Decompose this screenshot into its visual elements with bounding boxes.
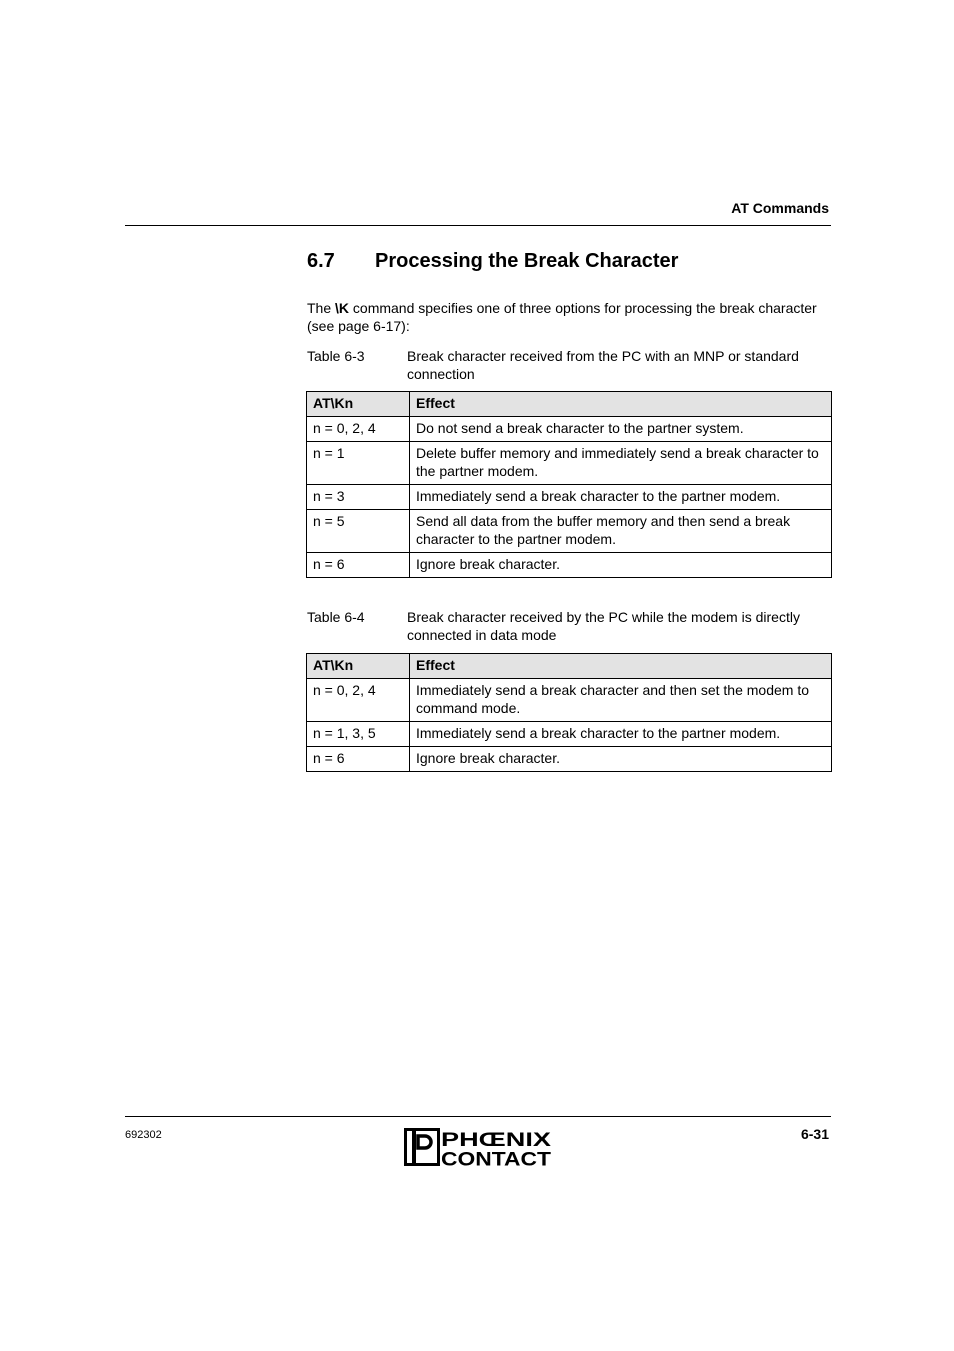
table2-header-cell: Effect bbox=[410, 654, 832, 679]
table2-label: Table 6-4 bbox=[307, 609, 365, 625]
table-row bbox=[307, 747, 832, 772]
table-cell: Immediately send a break character to the partner modem. bbox=[410, 722, 832, 747]
table2-caption bbox=[307, 608, 831, 644]
logo-line2: CONTACT bbox=[441, 1149, 552, 1168]
table2 bbox=[306, 653, 832, 772]
table1-header-cell: Effect bbox=[410, 392, 832, 417]
table-cell: n = 3 bbox=[307, 485, 410, 510]
table-cell: Do not send a break character to the partner system. bbox=[410, 417, 832, 442]
document-number: 692302 bbox=[125, 1129, 162, 1141]
table1-caption-text: Break character received from the PC with an MNP or standard connection bbox=[407, 348, 799, 382]
running-header: AT Commands bbox=[731, 200, 829, 216]
table-row bbox=[307, 442, 832, 485]
table-cell: Ignore break character. bbox=[410, 747, 832, 772]
table-cell: Delete buffer memory and immediately send a break character to the partner modem. bbox=[410, 442, 832, 485]
footer-rule bbox=[125, 1116, 831, 1117]
table1-header-row bbox=[307, 392, 832, 417]
phoenix-contact-logo bbox=[404, 1128, 552, 1168]
table-row bbox=[307, 417, 832, 442]
table2-caption-text: Break character received by the PC while the modem is directly connected in data mode bbox=[407, 609, 800, 643]
table-cell: n = 5 bbox=[307, 510, 410, 553]
intro-prefix: The bbox=[307, 300, 336, 316]
table-cell: n = 0, 2, 4 bbox=[307, 417, 410, 442]
table1-header-cell: AT\Kn bbox=[307, 392, 410, 417]
table1 bbox=[306, 391, 832, 578]
table-cell: n = 6 bbox=[307, 747, 410, 772]
table-row bbox=[307, 553, 832, 578]
table1-label: Table 6-3 bbox=[307, 348, 365, 364]
intro-paragraph bbox=[307, 299, 831, 335]
logo-line1: PHŒNIX bbox=[441, 1130, 552, 1151]
section-number: 6.7 bbox=[307, 250, 335, 272]
table-cell: n = 0, 2, 4 bbox=[307, 679, 410, 722]
table2-header-cell: AT\Kn bbox=[307, 654, 410, 679]
table-cell: Immediately send a break character to the partner modem. bbox=[410, 485, 832, 510]
table-row bbox=[307, 485, 832, 510]
header-rule bbox=[125, 225, 831, 226]
table-row bbox=[307, 510, 832, 553]
table2-header-row bbox=[307, 654, 832, 679]
page-number: 6-31 bbox=[800, 1126, 829, 1142]
table-row bbox=[307, 679, 832, 722]
intro-command: \K bbox=[335, 300, 350, 316]
table-cell: n = 1, 3, 5 bbox=[307, 722, 410, 747]
table-row bbox=[307, 722, 832, 747]
table-cell: n = 1 bbox=[307, 442, 410, 485]
section-title: Processing the Break Character bbox=[375, 250, 679, 272]
table-cell: n = 6 bbox=[307, 553, 410, 578]
table-cell: Send all data from the buffer memory and then send a break character to the partner modem. bbox=[410, 510, 832, 553]
table-cell: Immediately send a break character and then set the modem to command mode. bbox=[410, 679, 832, 722]
table-cell: Ignore break character. bbox=[410, 553, 832, 578]
intro-suffix: command specifies one of three options for processing the break character (see page 6-17): bbox=[307, 300, 817, 334]
table1-caption bbox=[307, 347, 831, 383]
section-heading bbox=[307, 250, 678, 273]
